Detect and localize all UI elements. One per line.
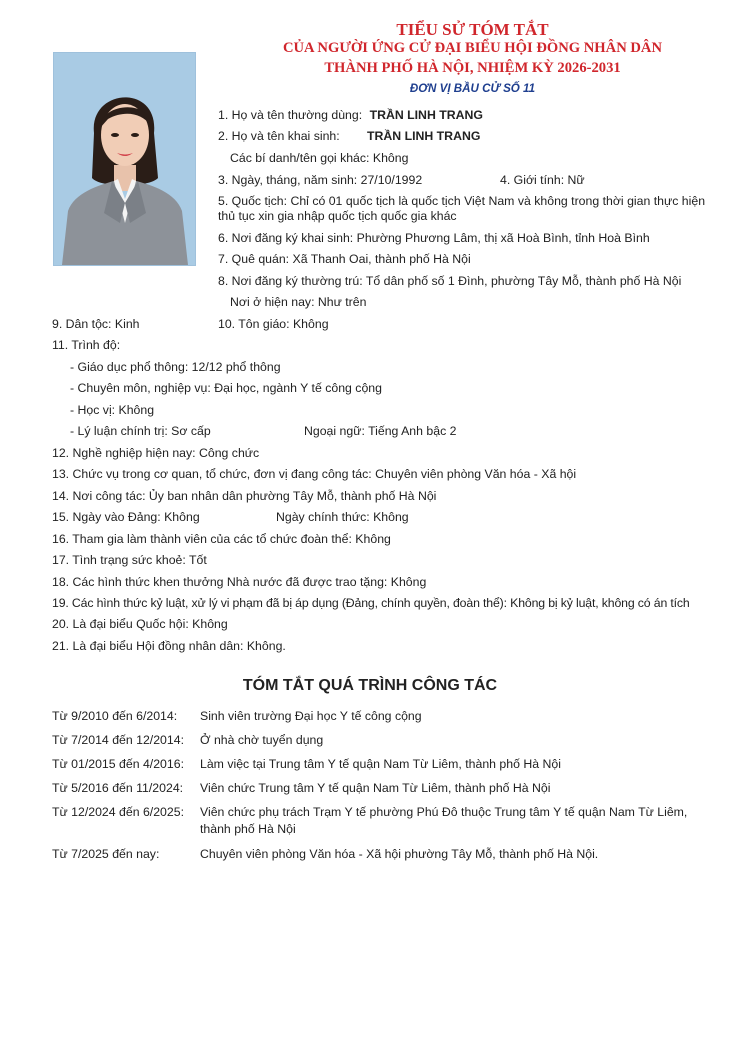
work-history-title: TÓM TẮT QUÁ TRÌNH CÔNG TÁC [242, 677, 498, 694]
current-position: 13. Chức vụ trong cơ quan, tổ chức, đơn vị đang công tác: Chuyên viên phòng Văn hóa - Xã hội [52, 467, 577, 481]
work-period: Từ 7/2014 đến 12/2014: [52, 733, 184, 747]
document-subtitle-line1: CỦA NGƯỜI ỨNG CỬ ĐẠI BIỂU HỘI ĐỒNG NHÂN DÂN [282, 40, 663, 56]
party-join-date: 15. Ngày vào Đảng: Không [52, 510, 200, 524]
work-period: Từ 01/2015 đến 4/2016: [52, 757, 184, 771]
birth-name: TRẦN LINH TRANG [367, 129, 481, 143]
birth-registration: 6. Nơi đăng ký khai sinh: Phường Phương Lâm, thị xã Hoà Bình, tỉnh Hoà Bình [218, 231, 650, 245]
current-residence: Nơi ở hiện nay: Như trên [230, 295, 367, 309]
disciplinary-record: 19. Các hình thức kỷ luật, xử lý vi phạm đã bị áp dụng (Đảng, chính quyền, đoàn thể): Không bị kỷ luật, không có án tích [52, 596, 690, 610]
party-official-date: Ngày chính thức: Không [276, 510, 409, 524]
hometown: 7. Quê quán: Xã Thanh Oai, thành phố Hà Nội [218, 252, 471, 266]
document-subtitle-line2: THÀNH PHỐ HÀ NỘI, NHIỆM KỲ 2026-2031 [324, 60, 621, 76]
aliases: Các bí danh/tên gọi khác: Không [230, 151, 409, 165]
state-awards: 18. Các hình thức khen thưởng Nhà nước đã được trao tặng: Không [52, 575, 427, 589]
portrait-illustration [54, 53, 195, 265]
work-period: Từ 12/2024 đến 6/2025: [52, 805, 184, 819]
education-label: 11. Trình độ: [52, 338, 121, 352]
work-period: Từ 5/2016 đến 11/2024: [52, 781, 184, 795]
workplace: 14. Nơi công tác: Ủy ban nhân dân phường Tây Mỗ, thành phố Hà Nội [52, 489, 437, 503]
religion: 10. Tôn giáo: Không [218, 317, 329, 331]
work-description: Viên chức Trung tâm Y tế quận Nam Từ Liêm, thành phố Hà Nội [200, 781, 551, 795]
ethnicity: 9. Dân tộc: Kinh [52, 317, 140, 331]
work-description: Ở nhà chờ tuyển dụng [200, 733, 324, 747]
candidate-portrait [53, 52, 196, 266]
national-assembly-status: 20. Là đại biểu Quốc hội: Không [52, 617, 228, 631]
specialty: - Chuyên môn, nghiệp vụ: Đại học, ngành Y tế công cộng [70, 381, 382, 395]
peoples-council-status: 21. Là đại biểu Hội đồng nhân dân: Không. [52, 639, 286, 653]
nationality-line2: thủ tục xin gia nhập quốc tịch quốc gia khác [218, 209, 457, 223]
permanent-residence: 8. Nơi đăng ký thường trú: Tổ dân phố số 1 Đình, phường Tây Mỗ, thành phố Hà Nội [218, 274, 682, 288]
common-name-label: 1. Họ và tên thường dùng: [218, 108, 363, 122]
work-description: Viên chức phụ trách Trạm Y tế phường Phú Đô thuộc Trung tâm Y tế quận Nam Từ Liêm, [200, 805, 688, 819]
electoral-unit: ĐƠN VỊ BẦU CỬ SỐ 11 [409, 82, 536, 95]
work-description-continued: thành phố Hà Nội [200, 822, 296, 836]
document-title: TIỂU SỬ TÓM TẮT [396, 20, 549, 39]
work-description: Làm việc tại Trung tâm Y tế quận Nam Từ Liêm, thành phố Hà Nội [200, 757, 561, 771]
birth-name-row [218, 129, 480, 143]
general-education: - Giáo dục phổ thông: 12/12 phổ thông [70, 360, 281, 374]
organizations: 16. Tham gia làm thành viên của các tổ chức đoàn thể: Không [52, 532, 391, 546]
occupation: 12. Nghề nghiệp hiện nay: Công chức [52, 446, 260, 460]
work-description: Sinh viên trường Đại học Y tế công cộng [200, 709, 422, 723]
date-of-birth: 3. Ngày, tháng, năm sinh: 27/10/1992 [218, 173, 423, 187]
work-description: Chuyên viên phòng Văn hóa - Xã hội phường Tây Mỗ, thành phố Hà Nội. [200, 847, 599, 861]
common-name-row [218, 108, 483, 122]
nationality-line1: 5. Quốc tịch: Chỉ có 01 quốc tịch là quốc tịch Việt Nam và không trong thời gian thực hiện [218, 194, 706, 208]
gender: 4. Giới tính: Nữ [500, 173, 585, 187]
health-status: 17. Tình trạng sức khoẻ: Tốt [52, 553, 207, 567]
work-period: Từ 9/2010 đến 6/2014: [52, 709, 178, 723]
work-period: Từ 7/2025 đến nay: [52, 847, 160, 861]
political-theory: - Lý luận chính trị: Sơ cấp [70, 424, 211, 438]
birth-name-label: 2. Họ và tên khai sinh: [218, 129, 340, 143]
common-name: TRẦN LINH TRANG [369, 108, 483, 122]
foreign-language: Ngoại ngữ: Tiếng Anh bậc 2 [304, 424, 457, 438]
academic-degree: - Học vị: Không [70, 403, 155, 417]
